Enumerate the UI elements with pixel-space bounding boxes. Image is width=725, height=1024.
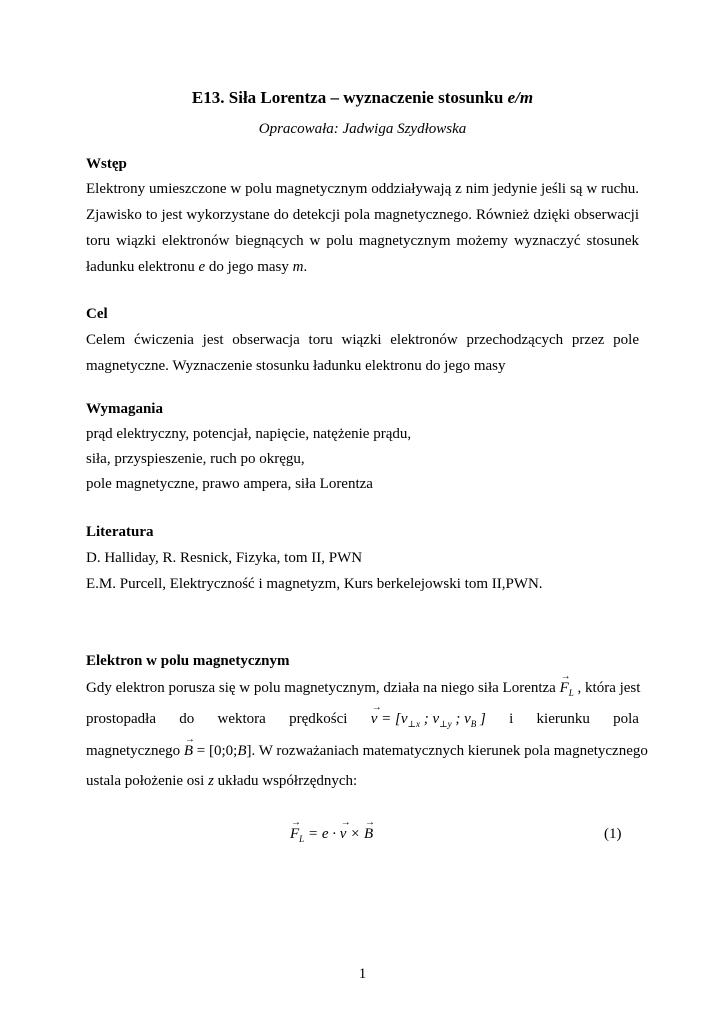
cel-line-2: magnetyczne. Wyznaczenie stosunku ładunku elektronu do jego masy: [86, 358, 506, 374]
velocity-vector: → $v = [v_{\perp x}$ ; $v_{\perp y}$ ; $v_B$ ]: [371, 711, 486, 730]
force-vector-symbol: → $F_L$: [560, 680, 574, 698]
page-number: 1: [358, 966, 367, 982]
wstep-line-2: Zjawisko to jest wykorzystane do detekcji pola magnetycznego. Również dzięki obserwacji: [86, 207, 639, 223]
literatura-item: D. Halliday, R. Resnick, Fizyka, tom II, PWN: [86, 550, 363, 566]
wymagania-item: siła, przyspieszenie, ruch po okręgu,: [86, 451, 305, 467]
heading-literatura: Literatura: [86, 524, 154, 540]
author-line: Opracowała: Jadwiga Szydłowska: [258, 121, 467, 137]
heading-wymagania: Wymagania: [86, 401, 163, 417]
wymagania-item: pole magnetyczne, prawo ampera, siła Lorentza: [86, 476, 373, 492]
heading-cel: Cel: [86, 306, 108, 322]
page-title: E13. Siła Lorentza – wyznaczenie stosunku e/m: [191, 88, 534, 107]
cel-line-1: Celem ćwiczenia jest obserwacja toru wiązki elektronów przechodzących przez pole: [86, 332, 639, 348]
elektron-line-4: ustala położenie osi z układu współrzędnych:: [86, 773, 358, 789]
literatura-item: E.M. Purcell, Elektryczność i magnetyzm, Kurs berkelejowski tom II,PWN.: [86, 576, 543, 592]
elektron-line-3: magnetycznego → B = [0;0;B]. W rozważaniach matematycznych kierunek pola magnetycznego: [86, 743, 648, 760]
equation-lorentz-force: → $F_L = e$ · → v × → B: [290, 826, 373, 844]
wymagania-item: prąd elektryczny, potencjał, napięcie, natężenie prądu,: [86, 426, 412, 442]
wstep-line-1: Elektrony umieszczone w polu magnetycznym oddziaływają z nim jedynie jeśli są w ruchu.: [86, 181, 639, 197]
elektron-line-1: Gdy elektron porusza się w polu magnetycznym, działa na niego siła Lorentza → $F_L$ , która jest: [86, 680, 640, 698]
wstep-line-3: toru wiązki elektronów biegnących w polu magnetycznym możemy wyznaczyć stosunek: [86, 233, 639, 249]
heading-wstep: Wstęp: [86, 156, 127, 172]
heading-elektron: Elektron w polu magnetycznym: [86, 653, 290, 669]
equation-number: (1): [604, 826, 622, 842]
wstep-line-4: ładunku elektronu e do jego masy m.: [86, 259, 308, 275]
elektron-line-2: prostopadła do wektora prędkości → $v = [v_{\perp x}$ ; $v_{\perp y}$ ; $v_B$ ] i kierunku pola: [86, 711, 639, 730]
